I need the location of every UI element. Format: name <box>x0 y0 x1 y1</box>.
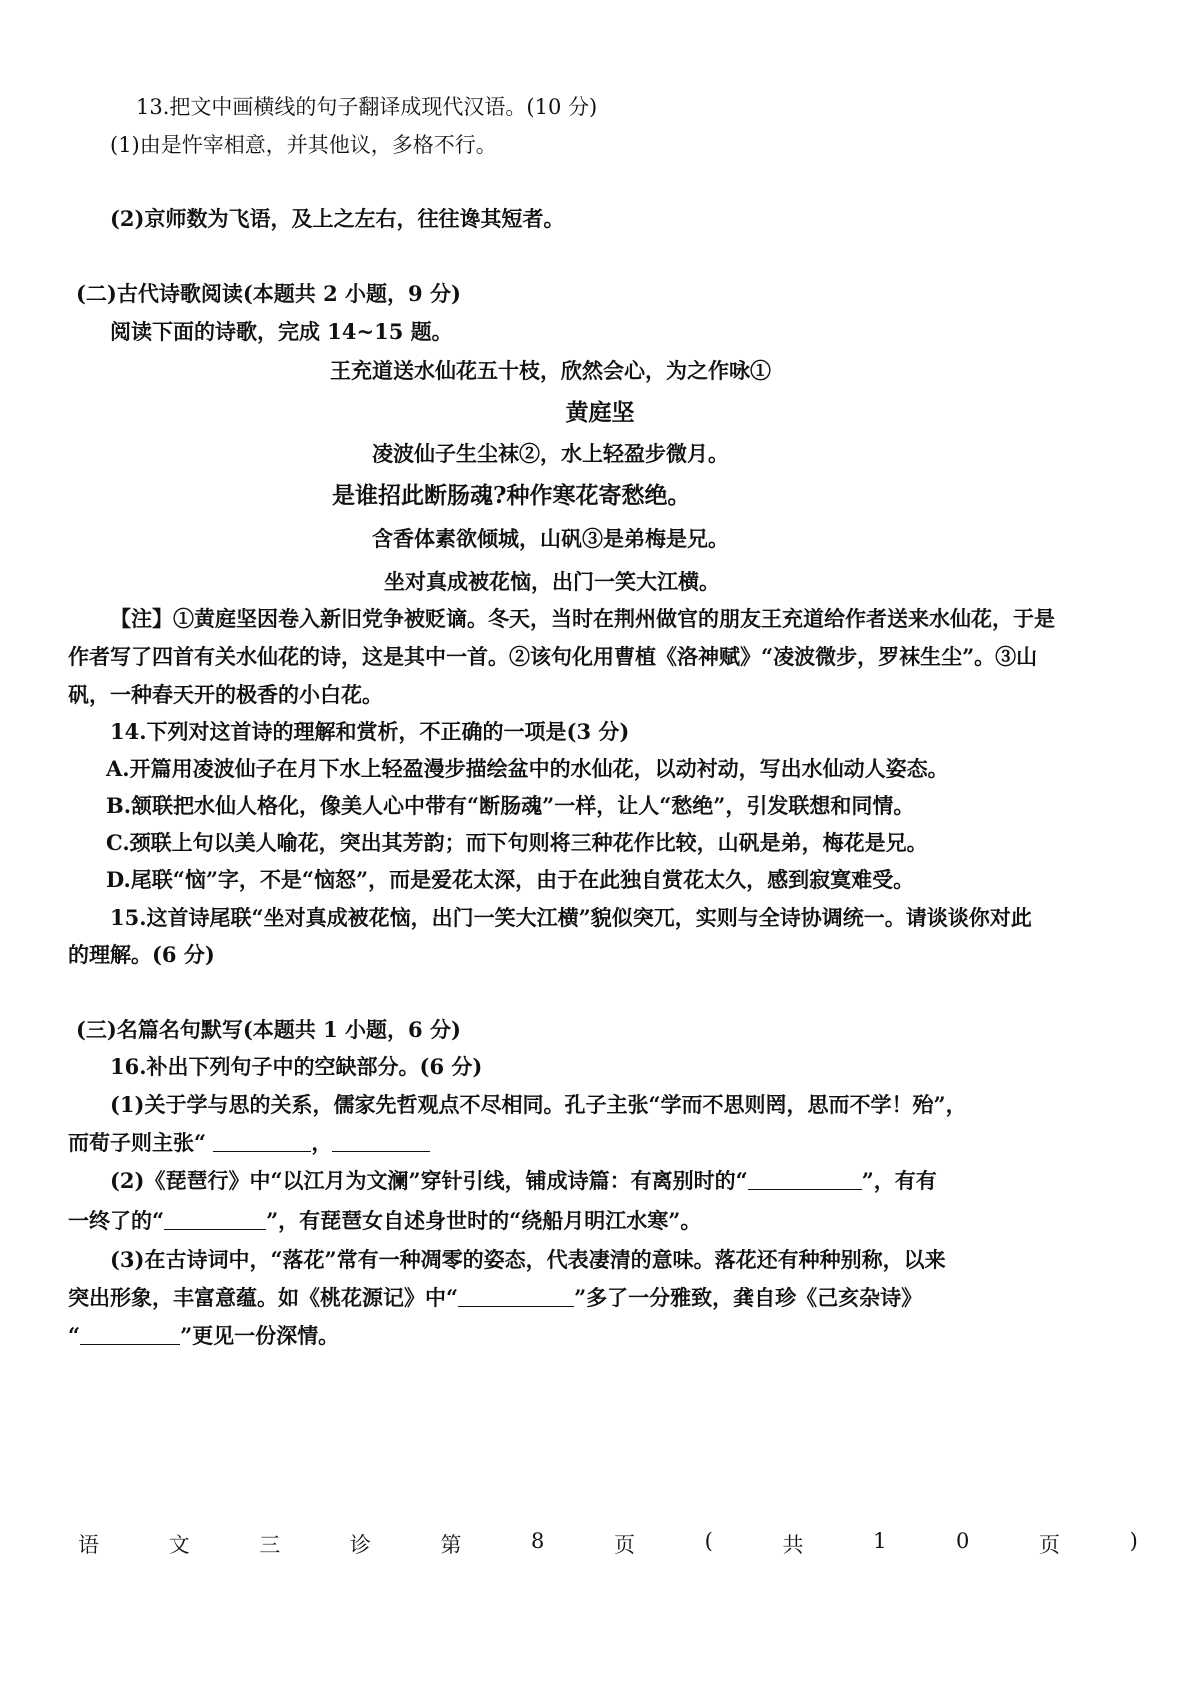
footer-char: 三 <box>259 1533 281 1557</box>
q16-blank-6[interactable] <box>80 1322 180 1345</box>
q16-p2-text-a: (2)《琵琶行》中“以江月为文澜”穿针引线，铺成诗篇：有离别时的“ <box>110 1168 748 1193</box>
page-footer <box>78 1529 1138 1559</box>
q13-sentence-1: (1)由是忤宰相意，并其他议，多格不行。 <box>110 133 497 157</box>
q13-sentence-2: (2)京师数为飞语，及上之左右，往往谗其短者。 <box>110 206 565 231</box>
q16-p3-text-c: “ <box>68 1323 81 1348</box>
footer-char: 1 <box>873 1529 887 1553</box>
q16-p2-text-b: ”，有有 <box>861 1168 937 1193</box>
q16-p1-text-a: 而荀子则主张“ <box>68 1130 214 1155</box>
q16-p1-line-2 <box>68 1129 430 1157</box>
note-line-3: 矾，一种春天开的极香的小白花。 <box>68 682 383 707</box>
footer-char: 语 <box>78 1533 99 1557</box>
q16-p3-line-1: (3)在古诗词中，“落花”常有一种凋零的姿态，代表凄清的意味。落花还有种种别称，以来 <box>110 1247 946 1272</box>
footer-char: 文 <box>168 1533 190 1557</box>
q14-option-b: B.颔联把水仙人格化，像美人心中带有“断肠魂”一样，让人“愁绝”，引发联想和同情。 <box>106 793 915 818</box>
section3-title: (三)名篇名句默写(本题共 1 小题，6 分) <box>76 1017 461 1042</box>
footer-char: 诊 <box>349 1533 371 1557</box>
q16-title: 16.补出下列句子中的空缺部分。(6 分) <box>110 1054 483 1079</box>
q16-p1-line-1: (1)关于学与思的关系，儒家先哲观点不尽相同。孔子主张“学而不思则罔，思而不学！殆”， <box>110 1092 967 1117</box>
q14-option-a: A.开篇用凌波仙子在月下水上轻盈漫步描绘盆中的水仙花，以动衬动，写出水仙动人姿态。 <box>106 756 949 781</box>
section2-title: (二)古代诗歌阅读(本题共 2 小题，9 分) <box>76 281 461 306</box>
q16-blank-5[interactable] <box>458 1284 574 1307</box>
q16-p3-line-3 <box>68 1322 339 1350</box>
footer-char: ( <box>704 1529 713 1553</box>
poem-line-2: 是谁招此断肠魂?种作寒花寄愁绝。 <box>332 482 691 509</box>
q16-p3-line-2 <box>68 1284 922 1312</box>
q16-p1-text-b: ， <box>311 1130 333 1155</box>
poem-author: 黄庭坚 <box>565 399 635 426</box>
footer-char: 8 <box>531 1529 545 1553</box>
poem-line-1: 凌波仙子生尘袜②，水上轻盈步微月。 <box>372 441 729 466</box>
q16-blank-2[interactable] <box>332 1129 430 1152</box>
footer-char: ) <box>1129 1529 1138 1553</box>
q16-p3-text-b: ”多了一分雅致，龚自珍《己亥杂诗》 <box>574 1285 923 1310</box>
q16-p2-text-d: ”，有琵琶女自述身世时的“绕船月明江水寒”。 <box>266 1208 702 1233</box>
poem-line-4: 坐对真成被花恼，出门一笑大江横。 <box>384 569 720 594</box>
footer-char: 页 <box>614 1533 636 1557</box>
q14-option-d: D.尾联“恼”字，不是“恼怒”，而是爱花太深，由于在此独自赏花太久，感到寂寞难受。 <box>106 867 915 892</box>
q15-line-1: 15.这首诗尾联“坐对真成被花恼，出门一笑大江横”貌似突兀，实则与全诗协调统一。请谈谈你对此 <box>110 905 1032 930</box>
note-line-1: 【注】①黄庭坚因卷入新旧党争被贬谪。冬天，当时在荆州做官的朋友王充道给作者送来水仙花，于是 <box>110 606 1055 631</box>
q16-p3-text-d: ”更见一份深情。 <box>180 1323 340 1348</box>
poem-title: 王充道送水仙花五十枝，欣然会心，为之作咏① <box>330 358 771 383</box>
footer-char: 0 <box>956 1529 970 1553</box>
footer-char: 共 <box>782 1533 804 1557</box>
q16-p2-text-c: 一终了的“ <box>68 1208 165 1233</box>
q15-line-2: 的理解。(6 分) <box>68 942 215 967</box>
q16-blank-3[interactable] <box>748 1167 862 1190</box>
q14-title: 14.下列对这首诗的理解和赏析，不正确的一项是(3 分) <box>110 719 630 744</box>
q16-p2-line-1 <box>110 1167 937 1195</box>
q14-option-c: C.颈联上句以美人喻花，突出其芳韵；而下句则将三种花作比较，山矾是弟，梅花是兄。 <box>106 830 928 855</box>
q16-p2-line-2 <box>68 1207 701 1235</box>
q16-p3-text-a: 突出形象，丰富意蕴。如《桃花源记》中“ <box>68 1285 459 1310</box>
q16-blank-1[interactable] <box>213 1129 311 1152</box>
q16-blank-4[interactable] <box>164 1207 266 1230</box>
footer-char: 页 <box>1039 1533 1061 1557</box>
q13-title: 13.把文中画横线的句子翻译成现代汉语。(10 分) <box>136 95 598 119</box>
section2-instruction: 阅读下面的诗歌，完成 14~15 题。 <box>110 319 453 344</box>
note-line-2: 作者写了四首有关水仙花的诗，这是其中一首。②该句化用曹植《洛神赋》“凌波微步，罗袜生尘”。③山 <box>68 644 1038 669</box>
footer-char: 第 <box>440 1533 462 1557</box>
poem-line-3: 含香体素欲倾城，山矾③是弟梅是兄。 <box>372 526 729 551</box>
